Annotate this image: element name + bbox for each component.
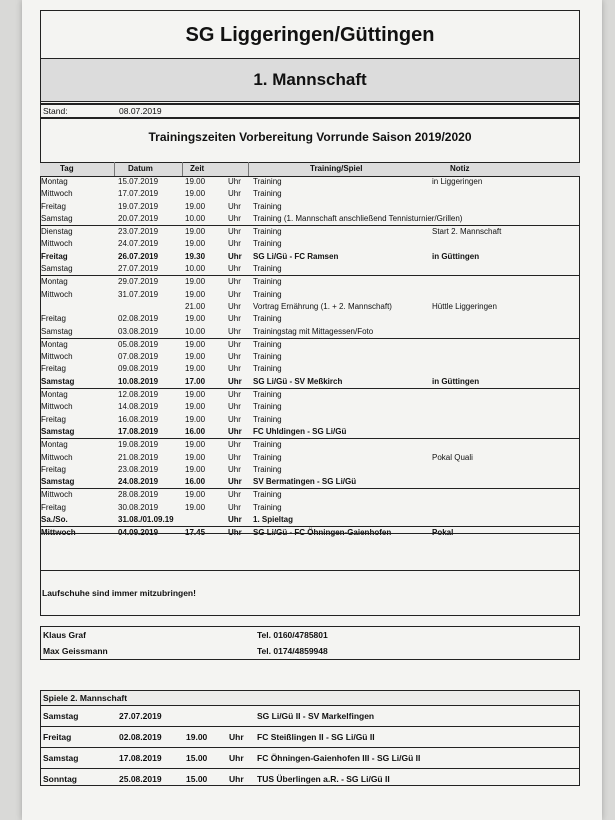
col-divider	[248, 162, 249, 176]
cell-day: Samstag	[41, 376, 75, 386]
games-2-box	[40, 690, 580, 786]
cell-day: Freitag	[41, 314, 66, 324]
cell-date: 19.08.2019	[118, 440, 159, 450]
cell-note: in Güttingen	[432, 251, 480, 261]
schedule-row	[40, 176, 580, 188]
cell-note: Pokal Quali	[432, 452, 473, 462]
cell-time: 16.00	[185, 426, 206, 436]
cell-unit: Uhr	[228, 352, 241, 362]
cell-date: 31.08./01.09.19	[118, 515, 174, 525]
cell-day: Montag	[41, 440, 68, 450]
cell-unit: Uhr	[228, 227, 241, 237]
cell-time: 21.00	[185, 301, 206, 311]
cell-day: Mittwoch	[41, 289, 73, 299]
cell-time: 19.00	[185, 289, 206, 299]
cell-event: Training	[253, 440, 282, 450]
cell-unit: Uhr	[228, 390, 241, 400]
stand-date: 08.07.2019	[119, 106, 162, 116]
cell-time: 19.00	[185, 201, 206, 211]
cell-event: Training	[253, 352, 282, 362]
cell-day: Freitag	[41, 464, 66, 474]
game-day: Samstag	[43, 753, 79, 763]
game-row	[41, 727, 579, 748]
schedule-row	[40, 464, 580, 476]
cell-day: Sa./So.	[41, 515, 68, 525]
game-row	[41, 769, 579, 789]
contact-phone: Tel. 0174/4859948	[257, 646, 328, 656]
cell-day: Mittwoch	[41, 528, 76, 538]
cell-day: Samstag	[41, 426, 75, 436]
section-divider	[40, 570, 580, 571]
schedule-row	[40, 452, 580, 464]
game-date: 17.08.2019	[119, 753, 162, 763]
cell-date: 03.08.2019	[118, 326, 159, 336]
header-tag: Tag	[60, 164, 74, 173]
cell-date: 27.07.2019	[118, 264, 159, 274]
cell-time: 10.00	[185, 213, 206, 223]
cell-date: 24.08.2019	[118, 477, 159, 487]
schedule-row	[40, 401, 580, 413]
cell-unit: Uhr	[228, 301, 241, 311]
cell-day: Mittwoch	[41, 490, 73, 500]
schedule-row	[40, 289, 580, 301]
game-time: 15.00	[186, 753, 208, 763]
cell-event: Training	[253, 364, 282, 374]
header-notiz: Notiz	[450, 164, 470, 173]
cell-event: Training	[253, 314, 282, 324]
cell-event: Training	[253, 277, 282, 287]
cell-time: 16.00	[185, 477, 206, 487]
cell-unit: Uhr	[228, 464, 241, 474]
schedule-row	[40, 251, 580, 263]
cell-unit: Uhr	[228, 339, 241, 349]
cell-event: SV Bermatingen - SG Li/Gü	[253, 477, 357, 487]
cell-note: Pokal	[432, 528, 454, 538]
cell-time: 19.00	[185, 189, 206, 199]
schedule-row	[40, 376, 580, 388]
game-match: FC Steißlingen II - SG Li/Gü II	[257, 732, 375, 742]
cell-day: Freitag	[41, 502, 66, 512]
contact-row	[41, 643, 579, 659]
schedule-row	[40, 225, 580, 238]
cell-date: 28.08.2019	[118, 490, 159, 500]
team-heading: 1. Mannschaft	[40, 58, 580, 102]
cell-time: 19.00	[185, 177, 206, 186]
cell-unit: Uhr	[228, 239, 241, 249]
cell-time: 19.00	[185, 440, 206, 450]
cell-date: 10.08.2019	[118, 376, 159, 386]
game-row	[41, 706, 579, 727]
cell-unit: Uhr	[228, 440, 241, 450]
header-zeit: Zeit	[190, 164, 205, 173]
cell-day: Montag	[41, 339, 68, 349]
schedule-row	[40, 488, 580, 501]
game-time: 19.00	[186, 732, 208, 742]
cell-day: Dienstag	[41, 227, 73, 237]
schedule-row	[40, 213, 580, 225]
contact-row	[41, 627, 579, 643]
schedule-row	[40, 301, 580, 313]
cell-date: 30.08.2019	[118, 502, 159, 512]
cell-day: Mittwoch	[41, 189, 73, 199]
cell-note: Hüttle Liggeringen	[432, 301, 497, 311]
cell-event: Training	[253, 490, 282, 500]
contact-name: Klaus Graf	[43, 630, 86, 640]
cell-day: Samstag	[41, 477, 75, 487]
cell-unit: Uhr	[228, 289, 241, 299]
schedule-row	[40, 502, 580, 514]
cell-day: Mittwoch	[41, 452, 73, 462]
schedule-row	[40, 313, 580, 325]
schedule-row	[40, 426, 580, 438]
cell-date: 23.07.2019	[118, 227, 159, 237]
cell-unit: Uhr	[228, 528, 242, 538]
cell-event: Training	[253, 189, 282, 199]
cell-day: Freitag	[41, 201, 66, 211]
cell-day: Montag	[41, 177, 68, 186]
cell-date: 24.07.2019	[118, 239, 159, 249]
cell-date: 14.08.2019	[118, 402, 159, 412]
col-divider	[182, 162, 183, 176]
cell-date: 07.08.2019	[118, 352, 159, 362]
cell-note: Start 2. Mannschaft	[432, 227, 502, 237]
cell-date: 23.08.2019	[118, 464, 159, 474]
cell-time: 17.45	[185, 528, 206, 538]
schedule-rows	[40, 176, 580, 540]
cell-unit: Uhr	[228, 213, 241, 223]
cell-unit: Uhr	[228, 376, 242, 386]
cell-time: 19.00	[185, 277, 206, 287]
cell-date: 26.07.2019	[118, 251, 159, 261]
contact-name: Max Geissmann	[43, 646, 108, 656]
cell-date: 31.07.2019	[118, 289, 159, 299]
cell-unit: Uhr	[228, 452, 241, 462]
schedule-row	[40, 201, 580, 213]
cell-date: 09.08.2019	[118, 364, 159, 374]
schedule-row	[40, 188, 580, 200]
cell-unit: Uhr	[228, 490, 241, 500]
games-2-header	[41, 691, 579, 706]
section-divider	[40, 533, 580, 534]
cell-unit: Uhr	[228, 277, 241, 287]
cell-day: Montag	[41, 390, 68, 400]
cell-unit: Uhr	[228, 251, 242, 261]
games-2-header-label: Spiele 2. Mannschaft	[43, 693, 128, 703]
col-divider	[114, 162, 115, 176]
cell-event: Training	[253, 264, 282, 274]
cell-event: Training	[253, 414, 282, 424]
game-date: 27.07.2019	[119, 711, 162, 721]
contacts-box	[40, 626, 580, 660]
schedule-row	[40, 414, 580, 426]
cell-time: 19.00	[185, 352, 206, 362]
cell-event: Trainingstag mit Mittagessen/Foto	[253, 326, 374, 336]
cell-time: 19.00	[185, 452, 206, 462]
cell-unit: Uhr	[228, 414, 241, 424]
cell-time: 19.00	[185, 464, 206, 474]
header-datum: Datum	[128, 164, 153, 173]
cell-note: in Liggeringen	[432, 177, 483, 186]
cell-unit: Uhr	[228, 402, 241, 412]
game-time: 15.00	[186, 774, 208, 784]
cell-day: Samstag	[41, 326, 73, 336]
cell-time: 19.30	[185, 251, 206, 261]
game-match: SG Li/Gü II - SV Markelfingen	[257, 711, 375, 721]
cell-date: 17.07.2019	[118, 189, 159, 199]
cell-day: Mittwoch	[41, 352, 73, 362]
cell-time: 19.00	[185, 314, 206, 324]
cell-note: in Güttingen	[432, 376, 480, 386]
cell-unit: Uhr	[228, 326, 241, 336]
cell-day: Mittwoch	[41, 402, 73, 412]
cell-time: 19.00	[185, 502, 206, 512]
schedule-row	[40, 275, 580, 288]
cell-event: SG Li/Gü - FC Öhningen-Gaienhofen	[253, 528, 392, 538]
cell-unit: Uhr	[228, 502, 241, 512]
cell-unit: Uhr	[228, 264, 241, 274]
cell-time: 19.00	[185, 239, 206, 249]
cell-day: Samstag	[41, 213, 73, 223]
schedule-subtitle: Trainingszeiten Vorbereitung Vorrunde Saison 2019/2020	[148, 130, 472, 144]
cell-time: 19.00	[185, 390, 206, 400]
cell-unit: Uhr	[228, 201, 241, 211]
game-day: Sonntag	[43, 774, 77, 784]
game-match: FC Öhningen-Gaienhofen III - SG Li/Gü II	[257, 753, 421, 763]
cell-time: 10.00	[185, 326, 206, 336]
schedule-row	[40, 514, 580, 526]
schedule-row	[40, 363, 580, 375]
schedule-row	[40, 351, 580, 363]
cell-date: 12.08.2019	[118, 390, 159, 400]
cell-time: 19.00	[185, 364, 206, 374]
cell-event: FC Uhldingen - SG Li/Gü	[253, 426, 347, 436]
game-day: Samstag	[43, 711, 79, 721]
cell-unit: Uhr	[228, 515, 242, 525]
cell-date: 05.08.2019	[118, 339, 159, 349]
cell-event: Training	[253, 502, 282, 512]
cell-event: Vortrag Ernährung (1. + 2. Mannschaft)	[253, 301, 392, 311]
game-unit: Uhr	[229, 732, 244, 742]
schedule-row	[40, 438, 580, 451]
cell-event: Training	[253, 177, 282, 186]
cell-time: 19.00	[185, 402, 206, 412]
schedule-header	[40, 162, 580, 177]
game-row	[41, 748, 579, 769]
schedule-row	[40, 263, 580, 275]
cell-day: Freitag	[41, 414, 66, 424]
header-training: Training/Spiel	[310, 164, 363, 173]
cell-time: 17.00	[185, 376, 206, 386]
cell-unit: Uhr	[228, 314, 241, 324]
cell-date: 29.07.2019	[118, 277, 159, 287]
club-title: SG Liggeringen/Güttingen	[40, 10, 580, 60]
cell-time: 19.00	[185, 490, 206, 500]
game-day: Freitag	[43, 732, 72, 742]
cell-date: 04.09.2019	[118, 528, 159, 538]
cell-event: Training	[253, 402, 282, 412]
cell-unit: Uhr	[228, 177, 241, 186]
cell-event: Training	[253, 239, 282, 249]
cell-time: 19.00	[185, 339, 206, 349]
cell-unit: Uhr	[228, 477, 242, 487]
cell-date: 02.08.2019	[118, 314, 159, 324]
cell-day: Freitag	[41, 364, 66, 374]
footnote: Laufschuhe sind immer mitzubringen!	[42, 588, 196, 598]
cell-time: 19.00	[185, 227, 206, 237]
stand-row	[40, 104, 580, 118]
cell-date: 16.08.2019	[118, 414, 159, 424]
cell-day: Freitag	[41, 251, 68, 261]
cell-time: 19.00	[185, 414, 206, 424]
game-date: 25.08.2019	[119, 774, 162, 784]
cell-time: 10.00	[185, 264, 206, 274]
cell-event: Training	[253, 390, 282, 400]
cell-event: Training (1. Mannschaft anschließend Tennisturnier/Grillen)	[253, 213, 463, 223]
cell-event: Training	[253, 339, 282, 349]
schedule-row	[40, 476, 580, 488]
schedule-row	[40, 238, 580, 250]
cell-day: Samstag	[41, 264, 73, 274]
schedule-row	[40, 338, 580, 351]
cell-event: 1. Spieltag	[253, 515, 294, 525]
cell-event: Training	[253, 452, 282, 462]
cell-date: 21.08.2019	[118, 452, 159, 462]
cell-event: Training	[253, 289, 282, 299]
cell-unit: Uhr	[228, 189, 241, 199]
cell-event: Training	[253, 464, 282, 474]
cell-event: Training	[253, 201, 282, 211]
game-unit: Uhr	[229, 753, 244, 763]
schedule-row	[40, 388, 580, 401]
cell-unit: Uhr	[228, 364, 241, 374]
cell-date: 20.07.2019	[118, 213, 159, 223]
cell-date: 15.07.2019	[118, 177, 159, 186]
cell-date: 19.07.2019	[118, 201, 159, 211]
schedule-row	[40, 326, 580, 338]
game-date: 02.08.2019	[119, 732, 162, 742]
cell-day: Montag	[41, 277, 68, 287]
cell-event: SG Li/Gü - SV Meßkirch	[253, 376, 343, 386]
stand-label: Stand:	[43, 106, 68, 116]
contact-phone: Tel. 0160/4785801	[257, 630, 328, 640]
cell-date: 17.08.2019	[118, 426, 159, 436]
cell-day: Mittwoch	[41, 239, 73, 249]
cell-event: SG Li/Gü - FC Ramsen	[253, 251, 339, 261]
game-match: TUS Überlingen a.R. - SG Li/Gü II	[257, 774, 390, 784]
cell-unit: Uhr	[228, 426, 242, 436]
cell-event: Training	[253, 227, 282, 237]
game-unit: Uhr	[229, 774, 244, 784]
